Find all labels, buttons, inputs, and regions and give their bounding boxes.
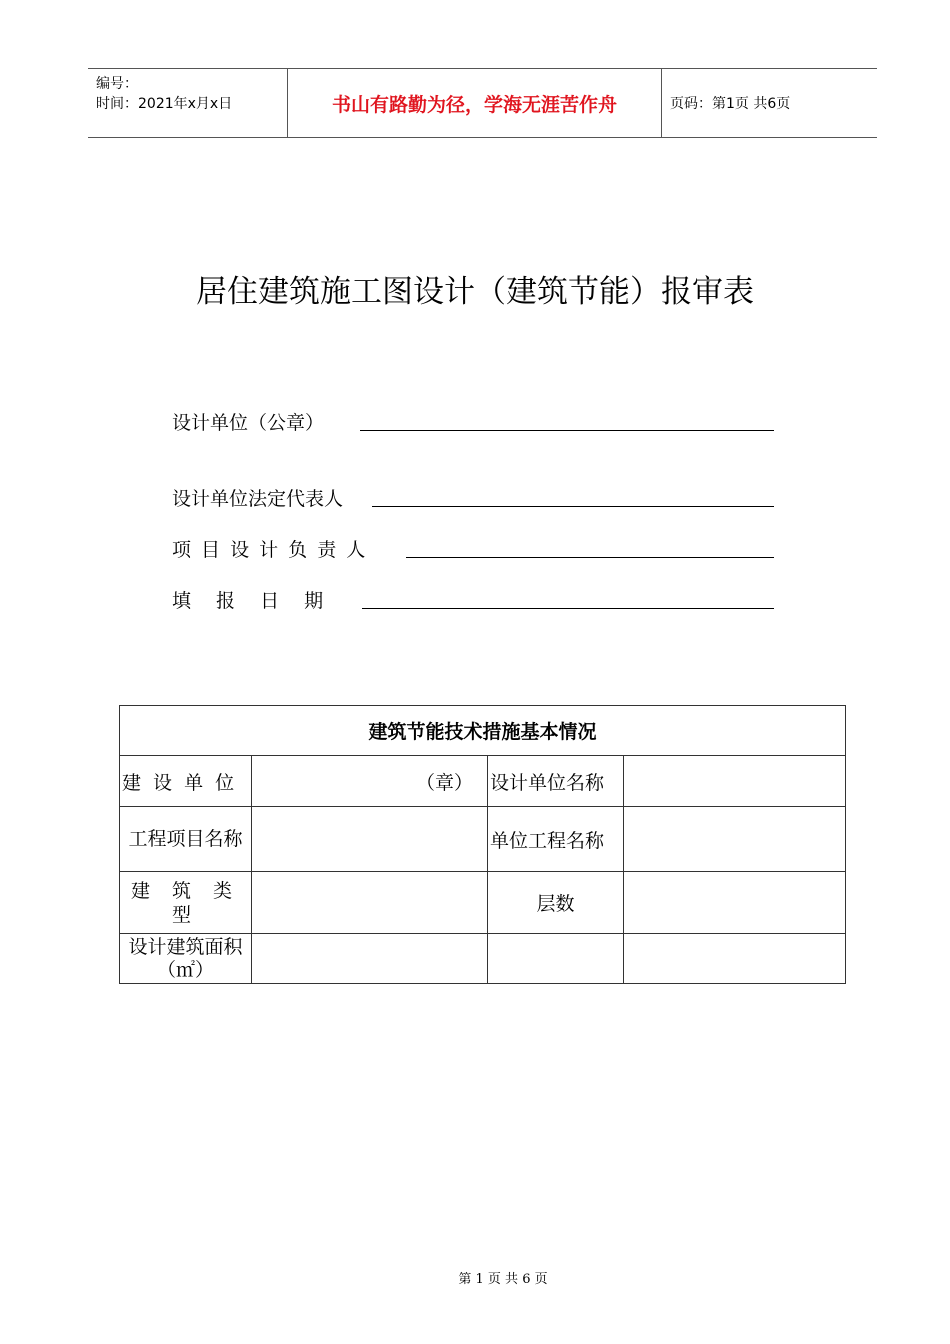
construction-unit-value[interactable]: （章） — [252, 756, 488, 807]
energy-info-table — [119, 705, 846, 984]
building-type-value[interactable] — [252, 872, 488, 934]
project-name-value[interactable] — [252, 807, 488, 872]
page-footer: 第 1 页 共 6 页 — [458, 1272, 548, 1287]
empty-cell — [624, 934, 846, 984]
header-meta — [88, 69, 288, 137]
label-construction-unit: 建 设 单 位 — [120, 756, 252, 807]
table-heading: 建筑节能技术措施基本情况 — [120, 706, 846, 756]
label-building-type: 建 筑 类 型 — [120, 872, 252, 934]
field-design-unit-line[interactable] — [360, 430, 774, 431]
header-number: 编号： — [96, 76, 138, 92]
header-page-info: 页码：第1页 共6页 — [670, 96, 791, 112]
header-motto: 书山有路勤为径，学海无涯苦作舟 — [288, 69, 662, 137]
field-design-unit-label: 设计单位（公章） — [172, 412, 325, 434]
field-date-label: 填 报 日 期 — [172, 590, 324, 612]
table-heading-row — [120, 706, 846, 756]
field-legal-rep-line[interactable] — [372, 506, 774, 507]
label-design-unit-name: 设计单位名称 — [488, 756, 624, 807]
label-design-area: 设计建筑面积（㎡） — [120, 934, 252, 984]
table-row — [120, 934, 846, 984]
label-unit-project-name: 单位工程名称 — [488, 807, 624, 872]
table-row — [120, 756, 846, 807]
document-title: 居住建筑施工图设计（建筑节能）报审表 — [196, 274, 754, 310]
header-time: 时间：2021年x月x日 — [96, 96, 233, 112]
unit-project-name-value[interactable] — [624, 807, 846, 872]
table-row — [120, 807, 846, 872]
field-date-line[interactable] — [362, 608, 774, 609]
empty-cell — [488, 934, 624, 984]
field-project-lead-label: 项 目 设 计 负 责 人 — [172, 539, 368, 561]
label-project-name: 工程项目名称 — [120, 807, 252, 872]
field-project-lead-line[interactable] — [406, 557, 774, 558]
floors-value[interactable] — [624, 872, 846, 934]
table-row — [120, 872, 846, 934]
design-unit-name-value[interactable] — [624, 756, 846, 807]
page-header — [88, 68, 877, 138]
label-floors: 层数 — [488, 872, 624, 934]
design-area-value[interactable] — [252, 934, 488, 984]
field-legal-rep-label: 设计单位法定代表人 — [172, 488, 344, 510]
